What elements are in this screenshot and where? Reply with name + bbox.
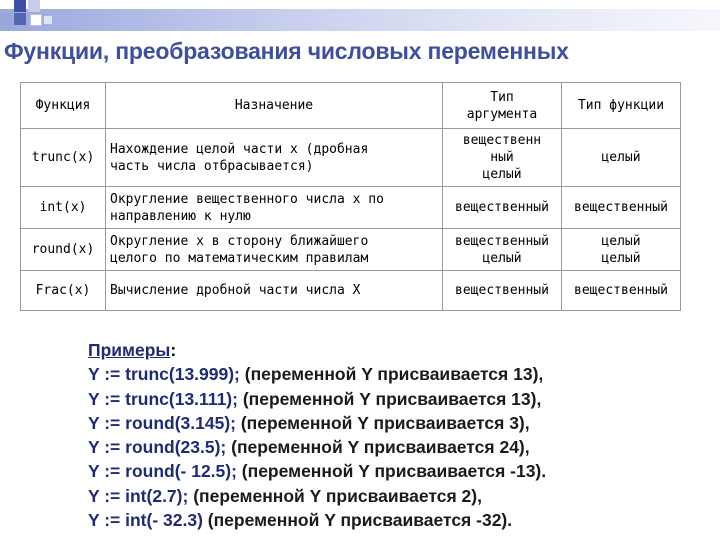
table-row — [21, 187, 681, 229]
functions-table-wrap — [20, 82, 681, 311]
purpose-cell — [106, 129, 443, 187]
purpose-line: целого по математическим правилам — [110, 250, 369, 266]
examples-heading-colon: : — [170, 340, 177, 360]
arg-type-cell: вещественный — [443, 271, 562, 311]
example-code: Y := int(- 32.3) — [88, 510, 203, 531]
example-line — [88, 508, 708, 532]
func-cell: Frac(x) — [21, 271, 106, 311]
deco-square — [44, 16, 52, 24]
func-cell: round(x) — [21, 229, 106, 271]
purpose-line: Округление вещественного числа x по — [110, 191, 384, 207]
func-type-line: целый — [601, 233, 641, 249]
arg-type-line: ный — [490, 150, 514, 165]
arg-type-cell: вещественный — [443, 187, 562, 229]
deco-square — [30, 14, 42, 26]
example-code: Y := trunc(13.111); — [88, 388, 238, 409]
arg-type-line: целый — [482, 167, 522, 182]
example-code: Y := round(23.5); — [88, 437, 227, 458]
arg-type-cell — [443, 229, 562, 271]
header-cell-purpose: Назначение — [106, 83, 443, 129]
decorative-header — [0, 0, 720, 32]
example-note: (переменной Y присваивается 13), — [237, 388, 542, 409]
arg-type-cell — [443, 129, 562, 187]
example-note: (переменной Y присваивается 3), — [235, 412, 530, 433]
purpose-cell: Вычисление дробной части числа X — [106, 271, 443, 311]
example-code: Y := round(3.145); — [88, 412, 236, 433]
arg-type-line: вещественный — [455, 233, 549, 249]
purpose-line: Округление x в сторону ближайшего — [110, 233, 369, 249]
header-cell-function: Функция — [21, 83, 106, 129]
func-type-cell: целый — [562, 129, 681, 187]
purpose-cell — [106, 187, 443, 229]
deco-square — [14, 0, 26, 12]
deco-square — [28, 0, 40, 12]
header-cell-arg-type — [443, 83, 562, 129]
example-note: (переменной Y присваивается 2), — [188, 485, 482, 506]
deco-square — [14, 13, 26, 25]
table-row — [21, 271, 681, 311]
slide-title: Функции, преобразования числовых переменных — [4, 38, 569, 64]
deco-square — [0, 13, 12, 25]
examples-heading: Примеры — [88, 340, 171, 360]
example-note: (переменной Y присваивается -13). — [236, 461, 547, 482]
purpose-cell — [106, 229, 443, 271]
header-arg-line: аргумента — [466, 106, 538, 122]
example-line — [88, 411, 708, 435]
func-type-cell — [562, 229, 681, 271]
example-code: Y := int(2.7); — [88, 485, 189, 506]
example-line — [88, 459, 708, 483]
example-note: (переменной Y присваивается -32). — [202, 510, 513, 531]
purpose-line: Нахождение целой части x (дробная — [110, 141, 369, 157]
func-cell: int(x) — [21, 187, 106, 229]
purpose-line: часть числа отбрасывается) — [110, 158, 314, 174]
example-note: (переменной Y присваивается 13), — [239, 364, 544, 385]
examples-block — [88, 338, 708, 532]
func-type-cell: вещественный — [562, 187, 681, 229]
example-line — [88, 387, 708, 411]
header-arg-line: Тип — [490, 89, 514, 105]
func-cell: trunc(x) — [21, 129, 106, 187]
header-cell-func-type: Тип функции — [562, 83, 681, 129]
table-header-row — [21, 83, 681, 129]
example-code: Y := round(- 12.5); — [88, 461, 237, 482]
table-row — [21, 129, 681, 187]
func-type-cell: вещественный — [562, 271, 681, 311]
example-note: (переменной Y присваивается 24), — [226, 437, 530, 458]
arg-type-line: целый — [482, 250, 522, 266]
examples-heading-line — [88, 338, 708, 362]
purpose-line: направлению к нулю — [110, 208, 251, 224]
func-type-line: целый — [601, 250, 641, 266]
functions-table — [20, 82, 681, 311]
example-line — [88, 435, 708, 459]
gradient-bar — [0, 9, 720, 31]
table-row — [21, 229, 681, 271]
example-line — [88, 484, 708, 508]
example-line — [88, 362, 708, 386]
arg-type-line: вещественн — [462, 133, 542, 148]
example-code: Y := trunc(13.999); — [88, 364, 240, 385]
